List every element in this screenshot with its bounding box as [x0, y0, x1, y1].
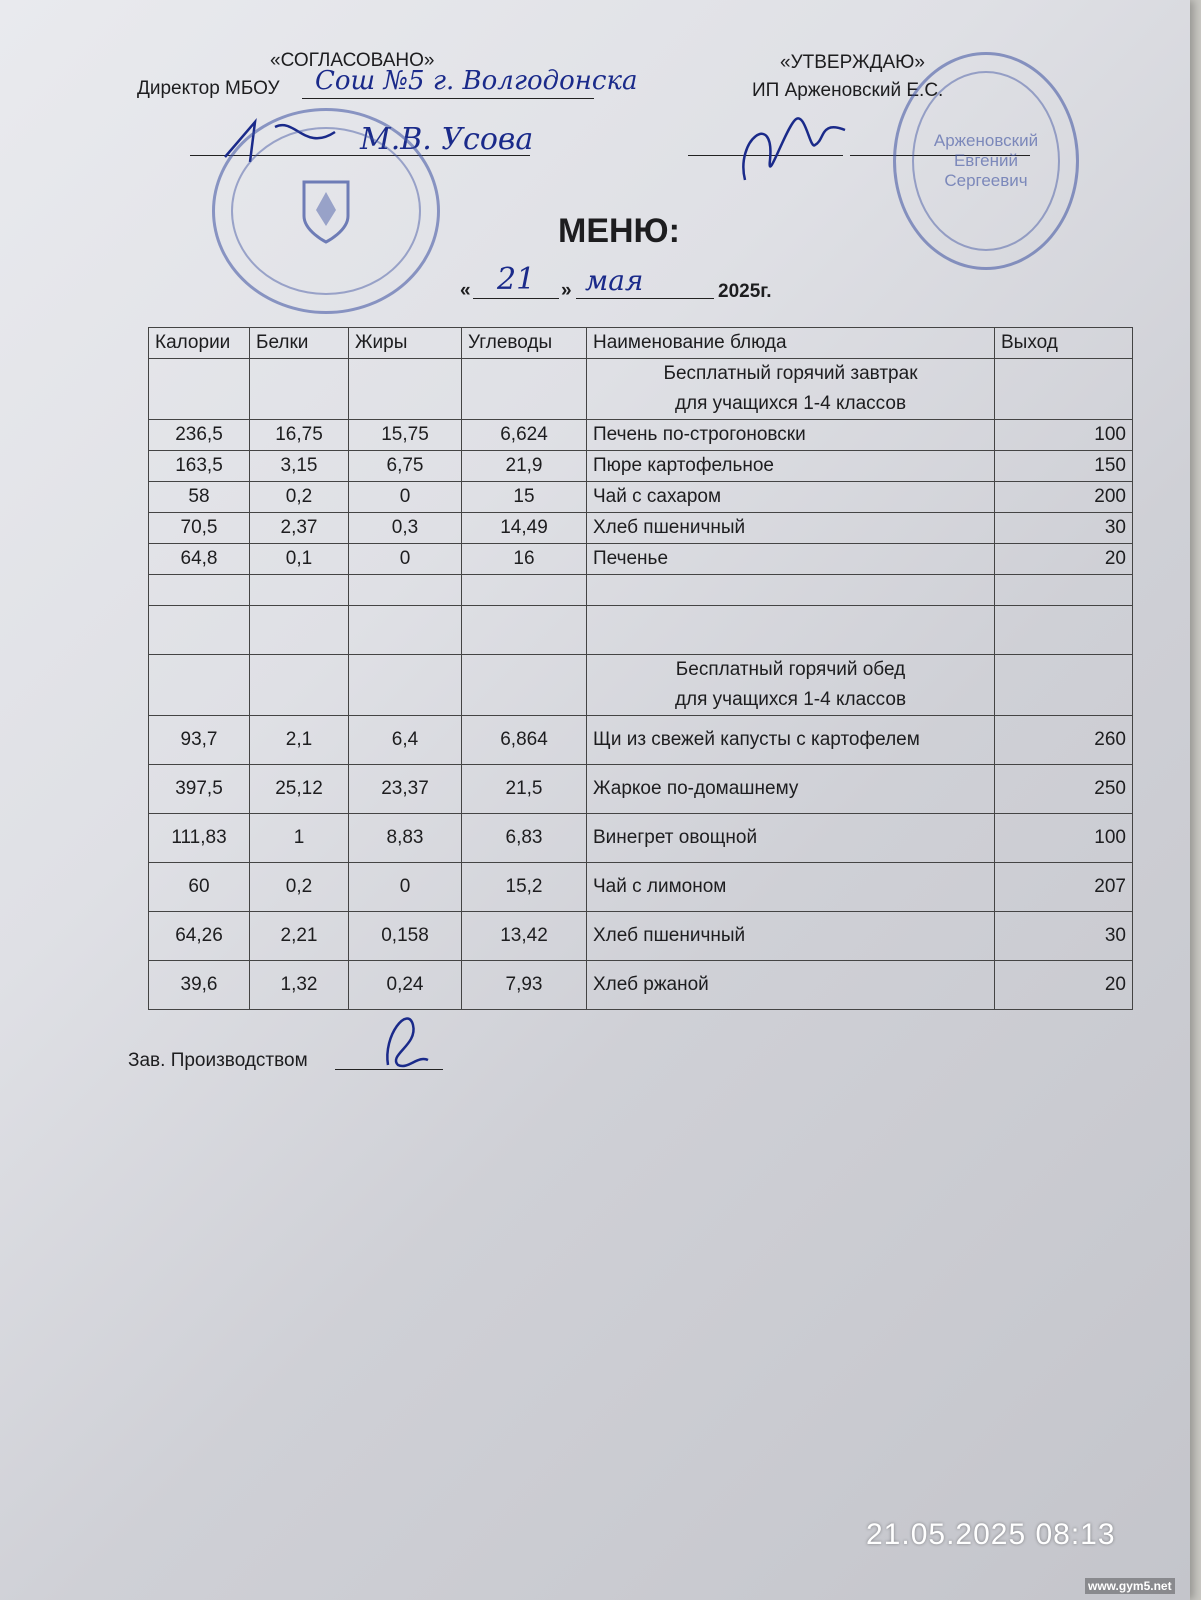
cell-output: 100	[995, 420, 1133, 451]
date-year: 2025г.	[718, 281, 772, 302]
cell-fat: 23,37	[349, 765, 462, 814]
cell-dish: Хлеб ржаной	[587, 961, 995, 1010]
cell-fat: 0,3	[349, 513, 462, 544]
school-stamp-icon	[212, 108, 440, 314]
cell-carbs: 15	[462, 482, 587, 513]
table-row	[149, 451, 1133, 482]
cell-protein: 16,75	[250, 420, 349, 451]
production-manager-label: Зав. Производством	[128, 1050, 308, 1071]
cell-output: 207	[995, 863, 1133, 912]
cell-dish: Хлеб пшеничный	[587, 912, 995, 961]
column-header-carbs: Углеводы	[462, 328, 587, 359]
cell-fat: 0,158	[349, 912, 462, 961]
cell-carbs: 13,42	[462, 912, 587, 961]
cell-dish: Чай с лимоном	[587, 863, 995, 912]
cell-carbs: 14,49	[462, 513, 587, 544]
cell-carbs: 6,624	[462, 420, 587, 451]
director-signature-name: М.В. Усова	[360, 122, 534, 157]
photo-timestamp: 21.05.2025 08:13	[866, 1518, 1116, 1551]
cell-calories: 163,5	[149, 451, 250, 482]
cell-output: 20	[995, 961, 1133, 1010]
cell-carbs: 21,5	[462, 765, 587, 814]
cell-output: 30	[995, 513, 1133, 544]
column-header-dish: Наименование блюда	[587, 328, 995, 359]
cell-calories: 111,83	[149, 814, 250, 863]
cell-output: 30	[995, 912, 1133, 961]
breakfast-title: Бесплатный горячий завтрак	[663, 363, 918, 384]
cell-protein: 0,2	[250, 482, 349, 513]
cell-calories: 60	[149, 863, 250, 912]
breakfast-subtitle: для учащихся 1-4 классов	[674, 393, 907, 414]
cell-dish: Жаркое по-домашнему	[587, 765, 995, 814]
table-row	[149, 513, 1133, 544]
cell-dish: Винегрет овощной	[587, 814, 995, 863]
cell-protein: 25,12	[250, 765, 349, 814]
director-line	[302, 98, 594, 99]
cell-calories: 70,5	[149, 513, 250, 544]
cell-fat: 15,75	[349, 420, 462, 451]
cell-protein: 3,15	[250, 451, 349, 482]
cell-fat: 0	[349, 544, 462, 575]
cell-carbs: 6,864	[462, 716, 587, 765]
cell-dish: Пюре картофельное	[587, 451, 995, 482]
table-row	[149, 961, 1133, 1010]
column-header-output: Выход	[995, 328, 1133, 359]
table-row	[149, 716, 1133, 765]
cell-dish: Хлеб пшеничный	[587, 513, 995, 544]
lunch-subtitle: для учащихся 1-4 классов	[674, 689, 907, 710]
date-day-line	[473, 298, 559, 299]
cell-fat: 0	[349, 482, 462, 513]
cell-fat: 8,83	[349, 814, 462, 863]
empty-row	[149, 575, 1133, 606]
production-manager-signature-icon	[368, 1005, 448, 1075]
cell-calories: 64,8	[149, 544, 250, 575]
site-watermark: www.gym5.net	[1085, 1578, 1175, 1594]
cell-dish: Печень по-строгоновски	[587, 420, 995, 451]
approval-left-title: «СОГЛАСОВАНО»	[270, 50, 435, 71]
column-header-fat: Жиры	[349, 328, 462, 359]
date-month-line	[576, 298, 714, 299]
lunch-title: Бесплатный горячий обед	[675, 659, 906, 680]
cell-output: 200	[995, 482, 1133, 513]
approver-signature-icon	[715, 100, 855, 190]
cell-protein: 0,1	[250, 544, 349, 575]
date-open-quote: «	[460, 280, 471, 301]
cell-calories: 64,26	[149, 912, 250, 961]
cell-calories: 93,7	[149, 716, 250, 765]
menu-table	[148, 327, 1133, 1010]
cell-carbs: 21,9	[462, 451, 587, 482]
date-day: 21	[497, 262, 536, 297]
breakfast-section-row	[149, 359, 1133, 420]
cell-carbs: 6,83	[462, 814, 587, 863]
approver-stamp-icon	[893, 52, 1079, 270]
cell-protein: 2,21	[250, 912, 349, 961]
date-close-quote: »	[561, 280, 572, 301]
table-header-row	[149, 328, 1133, 359]
cell-output: 100	[995, 814, 1133, 863]
cell-carbs: 16	[462, 544, 587, 575]
cell-calories: 39,6	[149, 961, 250, 1010]
empty-row	[149, 606, 1133, 655]
cell-calories: 397,5	[149, 765, 250, 814]
stamp-name-text: Арженовский Евгений Сергеевич	[933, 131, 1039, 190]
cell-carbs: 15,2	[462, 863, 587, 912]
table-row	[149, 765, 1133, 814]
cell-output: 250	[995, 765, 1133, 814]
cell-dish: Чай с сахаром	[587, 482, 995, 513]
approval-right-title: «УТВЕРЖДАЮ»	[780, 52, 925, 73]
cell-protein: 1,32	[250, 961, 349, 1010]
date-month: мая	[585, 264, 644, 297]
cell-output: 20	[995, 544, 1133, 575]
cell-protein: 0,2	[250, 863, 349, 912]
cell-carbs: 7,93	[462, 961, 587, 1010]
table-row	[149, 814, 1133, 863]
table-row	[149, 544, 1133, 575]
cell-fat: 6,4	[349, 716, 462, 765]
director-label: Директор МБОУ	[137, 78, 280, 99]
menu-title: МЕНЮ:	[558, 212, 680, 250]
director-school-handwritten: Сош №5 г. Волгодонска	[315, 66, 638, 96]
cell-protein: 2,1	[250, 716, 349, 765]
lunch-section-row	[149, 655, 1133, 716]
column-header-protein: Белки	[250, 328, 349, 359]
table-row	[149, 912, 1133, 961]
cell-dish: Печенье	[587, 544, 995, 575]
cell-output: 260	[995, 716, 1133, 765]
table-row	[149, 482, 1133, 513]
cell-fat: 6,75	[349, 451, 462, 482]
table-row	[149, 863, 1133, 912]
table-row	[149, 420, 1133, 451]
approver-name: ИП Арженовский Е.С.	[752, 80, 944, 101]
cell-fat: 0	[349, 863, 462, 912]
cell-protein: 2,37	[250, 513, 349, 544]
cell-calories: 236,5	[149, 420, 250, 451]
column-header-calories: Калории	[149, 328, 250, 359]
cell-calories: 58	[149, 482, 250, 513]
cell-protein: 1	[250, 814, 349, 863]
cell-output: 150	[995, 451, 1133, 482]
cell-fat: 0,24	[349, 961, 462, 1010]
cell-dish: Щи из свежей капусты с картофелем	[587, 716, 995, 765]
coat-of-arms-icon	[296, 176, 356, 246]
